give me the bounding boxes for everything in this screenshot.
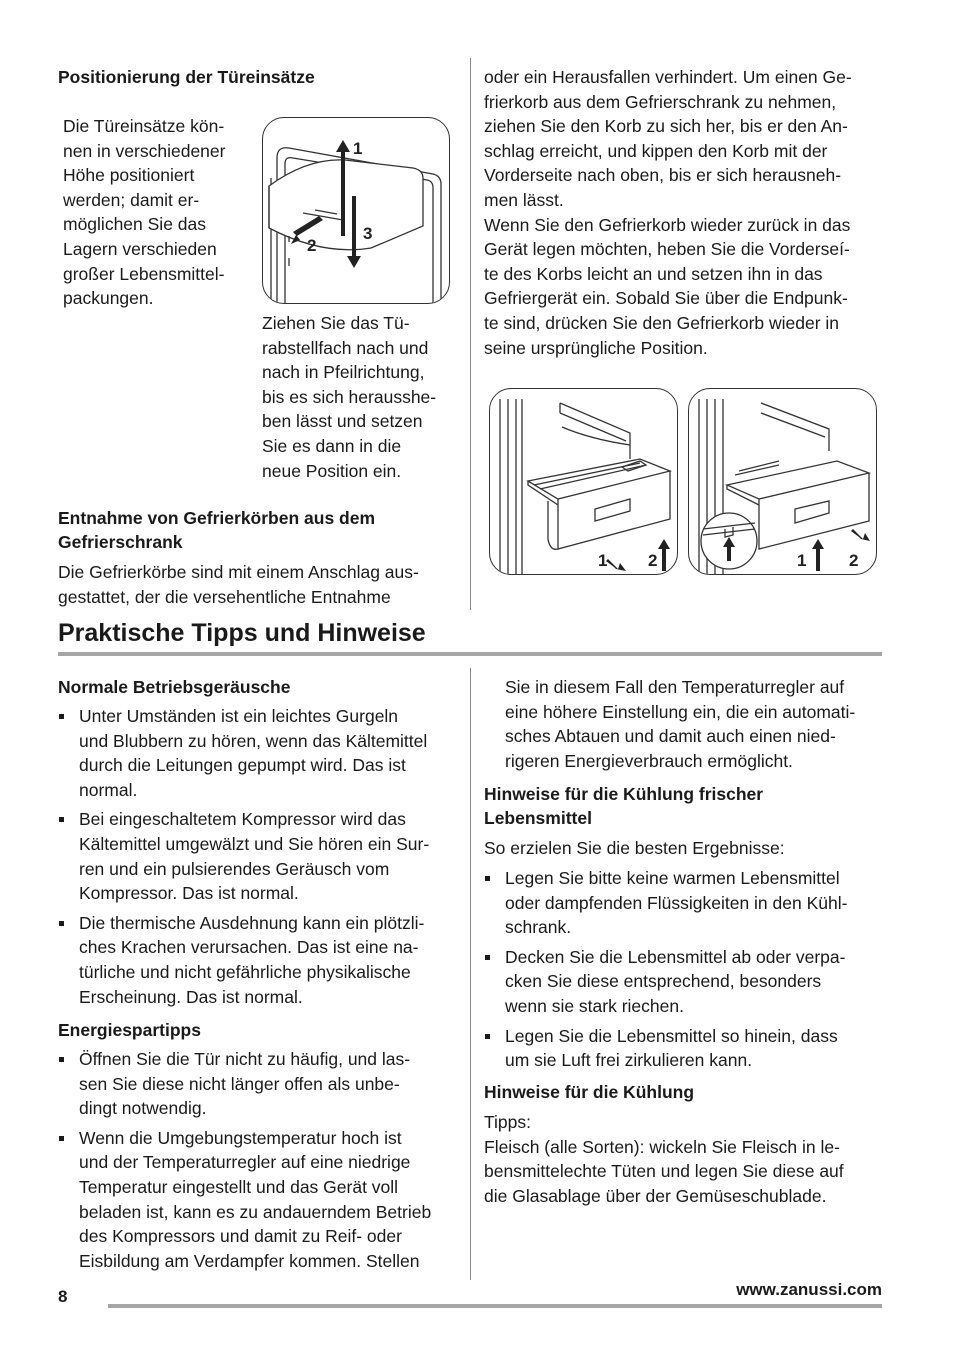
list-item bbox=[484, 866, 889, 940]
text-line: Decken Sie die Lebensmittel ab oder verpa- bbox=[505, 946, 846, 967]
fig-label-3: 3 bbox=[363, 224, 373, 243]
list-item bbox=[484, 1024, 889, 1073]
text-line: normal. bbox=[79, 779, 138, 800]
list-item bbox=[58, 1126, 463, 1274]
fig-label-1: 1 bbox=[797, 551, 807, 570]
text-line: Legen Sie bitte keine warmen Lebensmittel bbox=[505, 868, 840, 888]
list-item bbox=[58, 704, 463, 802]
fig-label-1: 1 bbox=[598, 551, 608, 570]
text-line: möglichen Sie das bbox=[63, 214, 206, 235]
fig-label-2: 2 bbox=[307, 236, 317, 255]
fig-label-1: 1 bbox=[353, 139, 363, 158]
text-line: sches Abtauen und damit auch einen nied- bbox=[505, 726, 836, 747]
text-line: Lagern verschieden bbox=[63, 238, 217, 259]
text-line: neue Position ein. bbox=[262, 460, 402, 481]
arrow-down-right-icon bbox=[851, 529, 870, 541]
text-line: Erscheinung. Das ist normal. bbox=[79, 986, 303, 1007]
text-line: Höhe positioniert bbox=[63, 165, 195, 186]
text-line: bensmittelechte Tüten und legen Sie diese auf bbox=[484, 1161, 844, 1182]
text-line: oder dampfenden Flüssigkeiten in den Kühl- bbox=[505, 892, 848, 913]
arrow-up-icon bbox=[658, 539, 670, 571]
text-line: Sie in diesem Fall den Temperaturregler auf bbox=[505, 677, 845, 697]
list-item bbox=[484, 945, 889, 1019]
text-line: des Kompressors und damit zu Reif- oder bbox=[79, 1226, 402, 1247]
text-line: ben lässt und setzen bbox=[262, 411, 423, 432]
cooling-tips-text bbox=[484, 1110, 894, 1208]
text-line: rigeren Energieverbrauch ermöglicht. bbox=[505, 750, 793, 771]
energy-text-continued bbox=[505, 675, 895, 773]
noise-list bbox=[58, 704, 463, 1014]
text-line: ren und ein pulsierendes Geräusch vom bbox=[79, 858, 390, 879]
text-line: bis es sich herausshe- bbox=[262, 386, 437, 407]
text-line: ches Krachen verursachen. Das ist eine na- bbox=[79, 937, 419, 958]
energy-list bbox=[58, 1047, 463, 1278]
text-line: Tipps: bbox=[484, 1112, 532, 1132]
heading-energy-tips: Energiespartipps bbox=[58, 1020, 201, 1040]
page-number: 8 bbox=[58, 1287, 68, 1306]
text-line: Gefrierschrank bbox=[58, 532, 183, 552]
text-line: nen in verschiedener bbox=[63, 140, 226, 161]
text-line: Öffnen Sie die Tür nicht zu häufig, und las- bbox=[79, 1049, 411, 1069]
text-line: um sie Luft frei zirkulieren kann. bbox=[505, 1050, 753, 1071]
text-line: großer Lebensmittel- bbox=[63, 263, 225, 284]
text-line: cken Sie diese entsprechend, besonders bbox=[505, 971, 822, 992]
text-line: eine höhere Einstellung ein, die ein automati- bbox=[505, 701, 856, 722]
text-line: die Glasablage über der Gemüseschublade. bbox=[484, 1185, 827, 1206]
text-line: seine ursprüngliche Position. bbox=[484, 337, 708, 358]
text-line: Ziehen Sie das Tü- bbox=[262, 313, 410, 333]
list-item bbox=[58, 807, 463, 905]
text-line: sen Sie diese nicht länger offen als unbe- bbox=[79, 1073, 400, 1094]
text-line: Gerät legen möchten, heben Sie die Vorderseí- bbox=[484, 239, 850, 260]
fresh-food-list bbox=[484, 866, 889, 1078]
heading-cooling-tips: Hinweise für die Kühlung bbox=[484, 1082, 695, 1102]
heading-door-inserts: Positionierung der Türeinsätze bbox=[58, 67, 315, 87]
text-line: und der Temperaturregler auf eine niedrige bbox=[79, 1152, 411, 1173]
text-line: durch die Leitungen gepumpt wird. Das ist bbox=[79, 755, 406, 776]
text-line: Die thermische Ausdehnung kann ein plötzli- bbox=[79, 912, 425, 933]
heading-operating-noises: Normale Betriebsgeräusche bbox=[58, 677, 291, 697]
text-line: Bei eingeschaltetem Kompressor wird das bbox=[79, 809, 406, 830]
arrow-up-icon bbox=[812, 539, 824, 571]
text-line: te sind, drücken Sie den Gefrierkorb wieder in bbox=[484, 312, 840, 333]
text-line: Hinweise für die Kühlung frischer bbox=[484, 784, 764, 804]
text-line: nach in Pfeilrichtung, bbox=[262, 362, 425, 383]
door-shelf-drawing bbox=[263, 118, 449, 303]
text-line: Unter Umständen ist ein leichtes Gurgeln bbox=[79, 706, 399, 726]
text-line: gestattet, der die versehentliche Entnahme bbox=[58, 586, 391, 607]
freezer-baskets-text bbox=[58, 560, 458, 609]
text-line: türliche und nicht gefährliche physikalische bbox=[79, 961, 411, 982]
heading-fresh-food bbox=[484, 782, 763, 830]
text-line: Lebensmittel bbox=[484, 808, 592, 828]
door-shelf-caption bbox=[262, 311, 462, 483]
text-line: und Blubbern zu hören, wenn das Kältemittel bbox=[79, 730, 428, 751]
heading-freezer-baskets bbox=[58, 506, 375, 554]
text-line: Sie es dann in die bbox=[262, 435, 402, 456]
text-line: Die Gefrierkörbe sind mit einem Anschlag aus- bbox=[58, 562, 419, 582]
text-line: Vorderseite nach oben, bis er sich herausneh- bbox=[484, 165, 842, 186]
text-line: Wenn die Umgebungstemperatur hoch ist bbox=[79, 1127, 402, 1148]
text-line: packungen. bbox=[63, 288, 154, 309]
list-item bbox=[58, 1047, 463, 1121]
fig-label-2: 2 bbox=[648, 551, 658, 570]
text-line: wenn sie stark riechen. bbox=[505, 995, 684, 1016]
text-line: beladen ist, kann es zu andauerndem Betrieb bbox=[79, 1201, 432, 1222]
column-divider bbox=[470, 58, 471, 610]
text-line: Temperatur eingestellt und das Gerät voll bbox=[79, 1176, 399, 1197]
footer-rule bbox=[108, 1304, 882, 1308]
text-line: werden; damit er- bbox=[63, 189, 200, 210]
text-line: Fleisch (alle Sorten): wickeln Sie Fleisch in le- bbox=[484, 1136, 840, 1157]
text-line: Gefriergerät ein. Sobald Sie über die Endpunk- bbox=[484, 288, 848, 309]
text-line: Entnahme von Gefrierkörben aus dem bbox=[58, 508, 376, 528]
text-line: Legen Sie die Lebensmittel so hinein, dass bbox=[505, 1025, 838, 1046]
column-divider bbox=[470, 668, 471, 1280]
text-line: rabstellfach nach und bbox=[262, 337, 429, 358]
text-line: dingt notwendig. bbox=[79, 1098, 207, 1119]
website-url: www.zanussi.com bbox=[736, 1280, 882, 1299]
freezer-basket-insert-drawing bbox=[689, 389, 876, 574]
section-title: Praktische Tipps und Hinweise bbox=[58, 619, 426, 647]
text-line: ziehen Sie den Korb zu sich her, bis er den An- bbox=[484, 116, 848, 137]
door-inserts-text bbox=[63, 114, 253, 311]
freezer-baskets-text-continued bbox=[484, 65, 894, 360]
fresh-food-intro: So erzielen Sie die besten Ergebnisse: bbox=[484, 838, 785, 858]
text-line: schlag erreicht, und kippen den Korb mit der bbox=[484, 140, 828, 161]
text-line: oder ein Herausfallen verhindert. Um einen Ge- bbox=[484, 67, 852, 87]
text-line: Die Türeinsätze kön- bbox=[63, 116, 225, 136]
text-line: frierkorb aus dem Gefrierschrank zu nehmen, bbox=[484, 91, 837, 112]
text-line: schrank. bbox=[505, 917, 572, 938]
text-line: Kältemittel umgewälzt und Sie hören ein Sur- bbox=[79, 833, 430, 854]
text-line: Eisbildung am Verdampfer kommen. Stellen bbox=[79, 1250, 420, 1271]
freezer-basket-pull-drawing bbox=[490, 389, 677, 574]
text-line: te des Korbs leicht an und setzen ihn in das bbox=[484, 263, 823, 284]
arrow-down-right-icon bbox=[606, 559, 626, 571]
fig-label-2: 2 bbox=[849, 551, 859, 570]
list-item bbox=[58, 911, 463, 1009]
door-shelf-illustration bbox=[262, 117, 450, 304]
section-rule bbox=[58, 652, 882, 656]
freezer-basket-insert-illustration bbox=[688, 388, 877, 575]
freezer-basket-pull-illustration bbox=[489, 388, 678, 575]
text-line: men lässt. bbox=[484, 189, 564, 210]
text-line: Kompressor. Das ist normal. bbox=[79, 883, 299, 904]
text-line: Wenn Sie den Gefrierkorb wieder zurück in das bbox=[484, 214, 851, 235]
